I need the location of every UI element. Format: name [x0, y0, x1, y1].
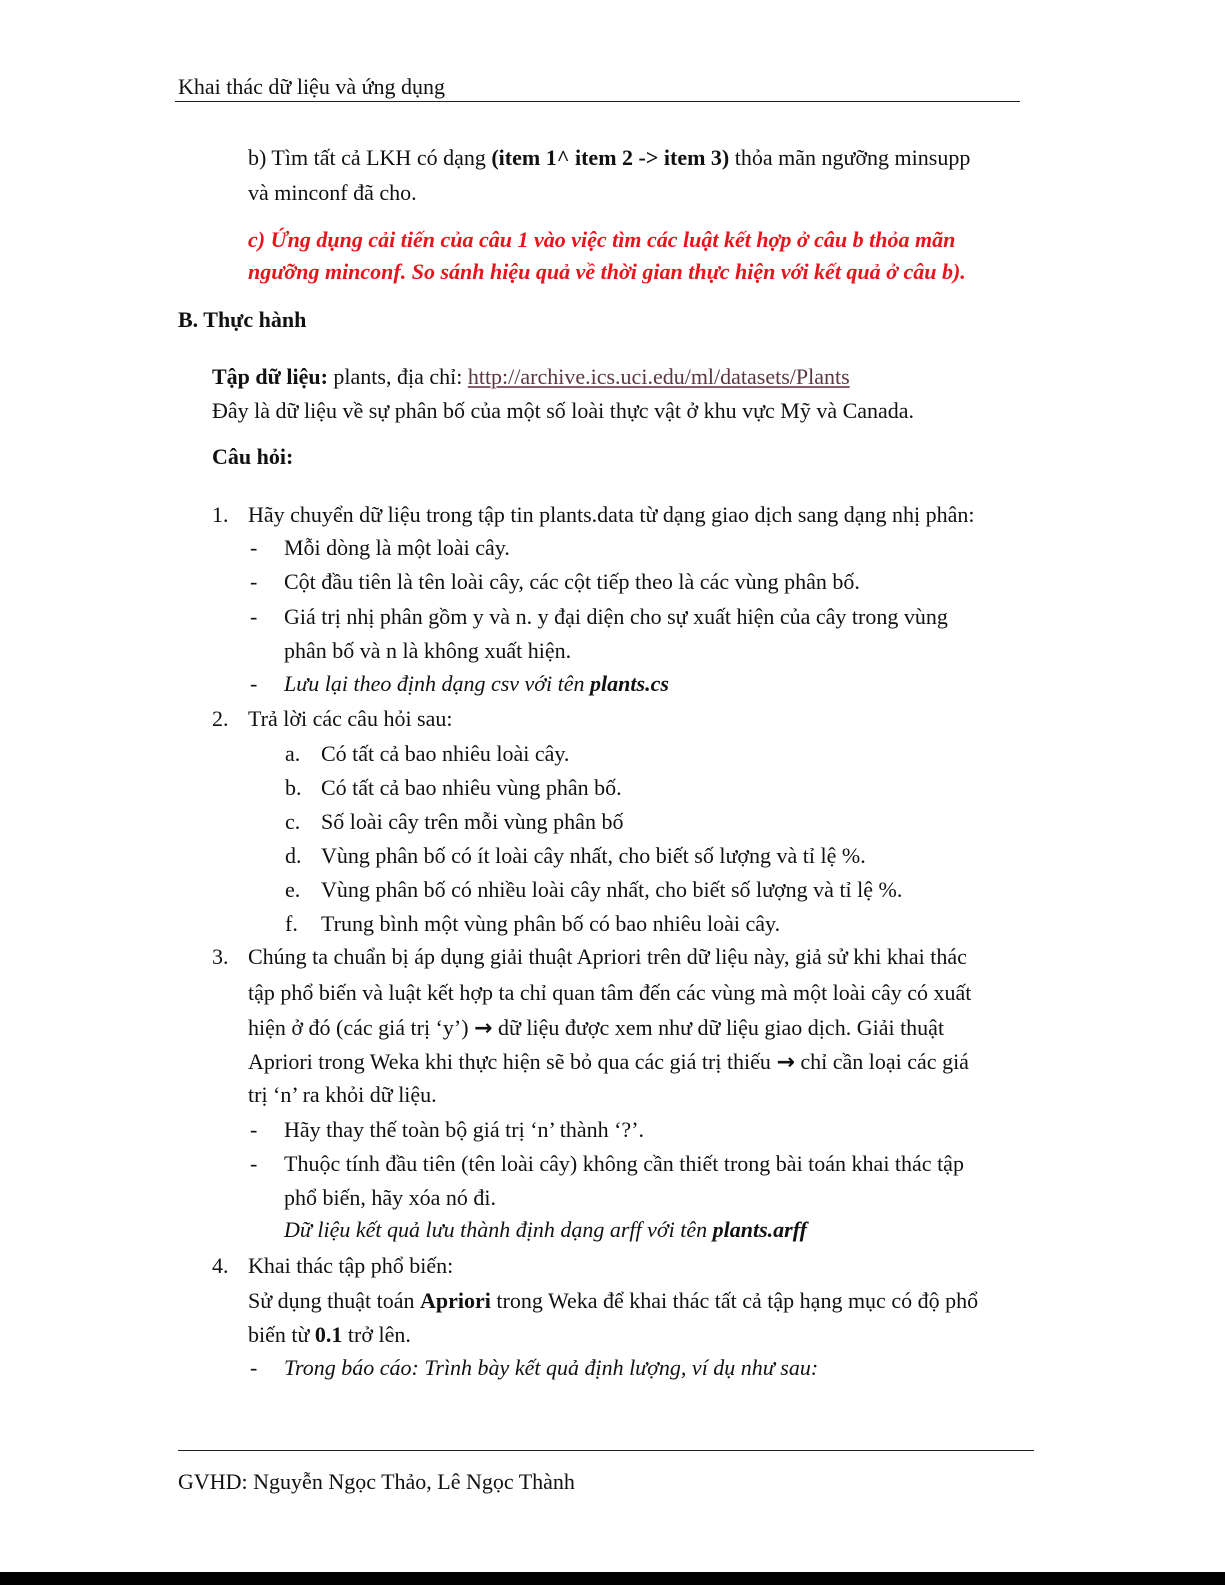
q4-threshold: 0.1: [314, 1322, 343, 1347]
q3-line-3: [248, 1015, 944, 1042]
q3-bullet-1: Hãy thay thế toàn bộ giá trị ‘n’ thành ‘?’.: [284, 1117, 645, 1142]
part-b-line-2: và minconf đã cho.: [248, 180, 417, 205]
q1-dash-2: -: [250, 569, 258, 594]
q2-item-f-letter: f.: [285, 911, 298, 936]
part-b-text-pre: b) Tìm tất cả LKH có dạng: [248, 145, 492, 170]
q2-item-c-text: Số loài cây trên mỗi vùng phân bố: [321, 809, 624, 834]
q3-line-2: tập phổ biến và luật kết hợp ta chỉ quan tâm đến các vùng mà một loài cây có xuất: [248, 980, 972, 1005]
dataset-text: plants, địa chỉ:: [327, 364, 468, 389]
footer-rule: [178, 1450, 1034, 1451]
q2-item-e-text: Vùng phân bố có nhiều loài cây nhất, cho biết số lượng và tỉ lệ %.: [321, 877, 903, 902]
right-arrow-icon: →: [776, 1050, 795, 1075]
q4-line-1-pre: Sử dụng thuật toán: [248, 1288, 421, 1313]
header-rule: [175, 101, 1020, 102]
q2-text: Trả lời các câu hỏi sau:: [248, 706, 453, 731]
dataset-line: [212, 364, 850, 390]
q1-bullet-4-filename: plants.cs: [590, 671, 669, 696]
page-header-title: Khai thác dữ liệu và ứng dụng: [178, 74, 446, 99]
q3-line-4: [248, 1049, 969, 1076]
q4-line-1-post: trong Weka để khai thác tất cả tập hạng mục có độ phổ: [490, 1288, 979, 1313]
q4-line-2-pre: biến từ: [248, 1322, 315, 1347]
q2-number: 2.: [212, 706, 229, 731]
q3-line-1: Chúng ta chuẩn bị áp dụng giải thuật Apriori trên dữ liệu này, giả sử khi khai thác: [248, 944, 967, 969]
q1-bullet-4: [284, 671, 669, 697]
q4-text: Khai thác tập phổ biến:: [248, 1253, 454, 1278]
q1-bullet-4-italic: Lưu lại theo định dạng csv với tên: [284, 671, 591, 696]
dataset-link[interactable]: http://archive.ics.uci.edu/ml/datasets/Plants: [467, 364, 850, 389]
q1-dash-4: -: [250, 671, 258, 696]
part-b-text-post: thỏa mãn ngưỡng minsupp: [729, 145, 971, 170]
q1-number: 1.: [212, 502, 229, 527]
q3-result-italic: Dữ liệu kết quả lưu thành định dạng arff với tên: [284, 1217, 713, 1242]
q3-line-4-pre: Apriori trong Weka khi thực hiện sẽ bỏ qua các giá trị thiếu: [248, 1049, 777, 1074]
section-b-heading: B. Thực hành: [178, 307, 307, 332]
q3-line-3-pre: hiện ở đó (các giá trị ‘y’): [248, 1015, 475, 1040]
q2-item-d-letter: d.: [285, 843, 302, 868]
right-arrow-icon: →: [474, 1016, 493, 1041]
q1-bullet-3-line-2: phân bố và n là không xuất hiện.: [284, 638, 572, 663]
q4-bullet: Trong báo cáo: Trình bày kết quả định lượng, ví dụ như sau:: [284, 1355, 819, 1380]
q2-item-b-letter: b.: [285, 775, 302, 800]
q3-line-5: trị ‘n’ ra khỏi dữ liệu.: [248, 1082, 437, 1107]
q1-bullet-2: Cột đầu tiên là tên loài cây, các cột tiếp theo là các vùng phân bố.: [284, 569, 860, 594]
q3-line-3-post: dữ liệu được xem như dữ liệu giao dịch. Giải thuật: [492, 1015, 945, 1040]
q4-algorithm: Apriori: [420, 1288, 491, 1313]
q2-item-a-letter: a.: [285, 741, 301, 766]
part-b-pattern: (item 1^ item 2 -> item 3): [491, 145, 730, 170]
q2-item-a-text: Có tất cả bao nhiêu loài cây.: [321, 741, 570, 766]
part-b-line-1: [248, 145, 970, 171]
q1-bullet-1: Mỗi dòng là một loài cây.: [284, 535, 510, 560]
questions-label: Câu hỏi:: [212, 444, 294, 469]
part-c-line-1: c) Ứng dụng cải tiến của câu 1 vào việc tìm các luật kết hợp ở câu b thỏa mãn: [248, 227, 956, 252]
q3-line-4-post: chỉ cần loại các giá: [794, 1049, 969, 1074]
q4-line-1: [248, 1288, 978, 1314]
q3-number: 3.: [212, 944, 229, 969]
q1-bullet-3-line-1: Giá trị nhị phân gồm y và n. y đại diện cho sự xuất hiện của cây trong vùng: [284, 604, 948, 629]
q3-result-filename: plants.arff: [712, 1217, 807, 1242]
q3-bullet-2-line-1: Thuộc tính đầu tiên (tên loài cây) không cần thiết trong bài toán khai thác tập: [284, 1151, 964, 1176]
footer-text: GVHD: Nguyễn Ngọc Thảo, Lê Ngọc Thành: [178, 1469, 575, 1494]
q3-result-line: [284, 1217, 807, 1243]
q2-item-f-text: Trung bình một vùng phân bố có bao nhiêu loài cây.: [321, 911, 781, 936]
q2-item-c-letter: c.: [285, 809, 301, 834]
bottom-black-bar: [0, 1572, 1225, 1585]
q2-item-b-text: Có tất cả bao nhiêu vùng phân bố.: [321, 775, 622, 800]
q1-text: Hãy chuyển dữ liệu trong tập tin plants.data từ dạng giao dịch sang dạng nhị phân:: [248, 502, 975, 527]
q4-dash: -: [250, 1355, 258, 1380]
q4-line-2-post: trở lên.: [342, 1322, 411, 1347]
q3-bullet-2-line-2: phổ biến, hãy xóa nó đi.: [284, 1185, 497, 1210]
q1-dash-3: -: [250, 604, 258, 629]
q4-line-2: [248, 1322, 411, 1348]
q2-item-e-letter: e.: [285, 877, 301, 902]
q4-number: 4.: [212, 1253, 229, 1278]
q3-dash-2: -: [250, 1151, 258, 1176]
q3-dash-1: -: [250, 1117, 258, 1142]
part-c-line-2: ngưỡng minconf. So sánh hiệu quả về thời gian thực hiện với kết quả ở câu b).: [248, 259, 966, 284]
q1-dash-1: -: [250, 535, 258, 560]
dataset-label: Tập dữ liệu:: [212, 364, 328, 389]
dataset-description: Đây là dữ liệu về sự phân bố của một số loài thực vật ở khu vực Mỹ và Canada.: [212, 398, 915, 423]
q2-item-d-text: Vùng phân bố có ít loài cây nhất, cho biết số lượng và tỉ lệ %.: [321, 843, 866, 868]
